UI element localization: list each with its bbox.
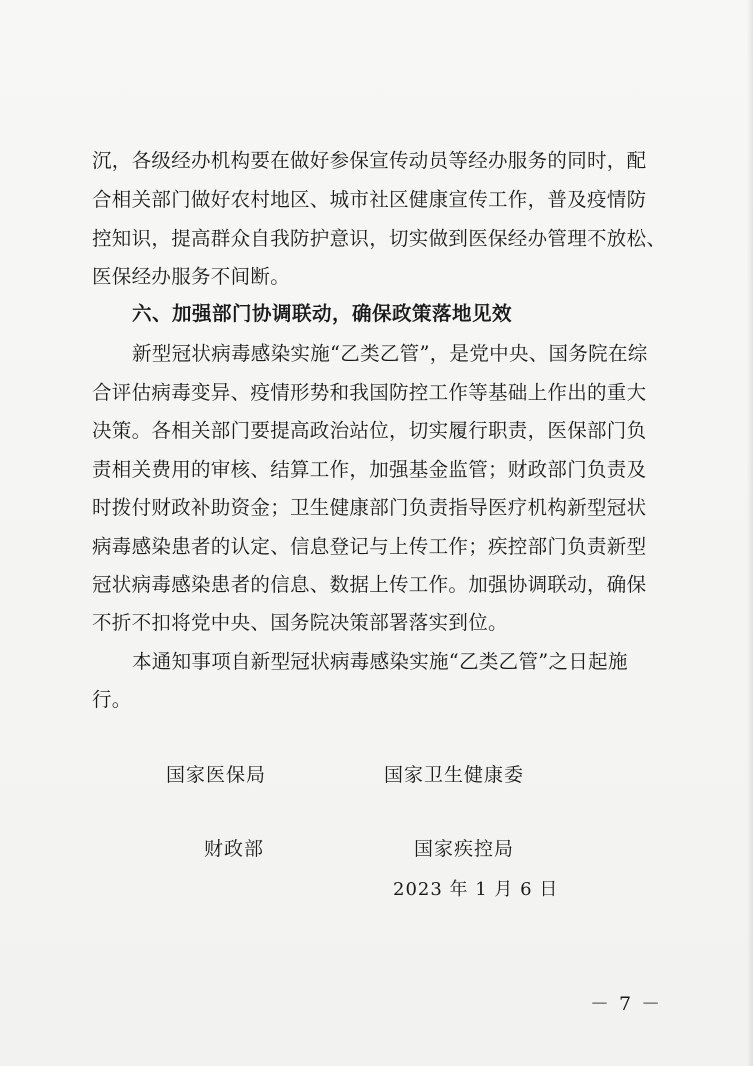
page-number: － 7 － [590, 993, 663, 1015]
body-line: 新型冠状病毒感染实施“乙类乙管”，是党中央、国务院在综 [132, 342, 648, 365]
body-line: 合评估病毒变异、疫情形势和我国防控工作等基础上作出的重大 [92, 381, 647, 404]
issue-date: 2023 年 1 月 6 日 [393, 879, 559, 900]
signatory-nhc: 国家卫生健康委 [384, 764, 525, 786]
body-line: 本通知事项自新型冠状病毒感染实施“乙类乙管”之日起施 [132, 650, 628, 673]
body-line: 合相关部门做好农村地区、城市社区健康宣传工作，普及疫情防 [92, 188, 647, 211]
body-line: 医保经办服务不间断。 [92, 265, 291, 288]
body-line: 沉，各级经办机构要在做好参保宣传动员等经办服务的同时，配 [92, 149, 647, 172]
signatory-mof: 财政部 [204, 838, 265, 860]
body-line: 决策。各相关部门要提高政治站位，切实履行职责，医保部门负 [92, 419, 647, 442]
page-edge-shadow [747, 0, 753, 1066]
section-heading: 六、加强部门协调联动，确保政策落地见效 [132, 302, 513, 325]
body-line: 冠状病毒感染患者的信息、数据上传工作。加强协调联动，确保 [92, 573, 647, 596]
body-line: 控知识，提高群众自我防护意识，切实做到医保经办管理不放松、 [92, 227, 667, 250]
signatory-nhsa: 国家医保局 [166, 764, 267, 786]
body-line: 不折不扣将党中央、国务院决策部署落实到位。 [92, 611, 508, 634]
signatory-ndcpa: 国家疾控局 [414, 838, 515, 860]
body-line: 责相关费用的审核、结算工作，加强基金监管；财政部门负责及 [92, 458, 647, 481]
body-line: 时拨付财政补助资金；卫生健康部门负责指导医疗机构新型冠状 [92, 496, 647, 519]
body-line: 病毒感染患者的认定、信息登记与上传工作；疾控部门负责新型 [92, 535, 647, 558]
body-line: 行。 [92, 688, 132, 711]
